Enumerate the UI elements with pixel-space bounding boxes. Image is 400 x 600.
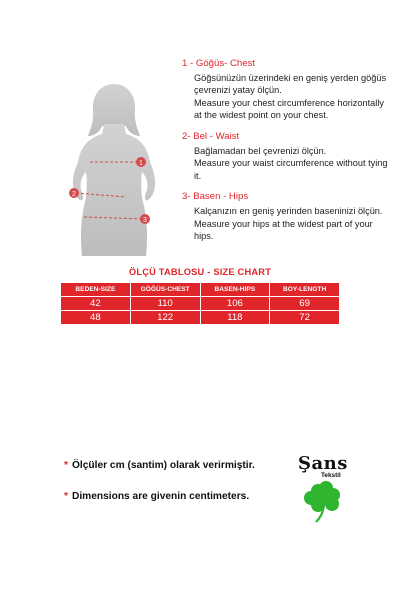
header-hips: BASEN-HIPS <box>200 283 270 297</box>
cell-size: 48 <box>61 311 131 325</box>
cell-hips: 106 <box>200 297 270 311</box>
cell-chest: 122 <box>130 311 200 325</box>
cell-hips: 118 <box>200 311 270 325</box>
note-turkish <box>64 460 255 471</box>
header-size: BEDEN-SIZE <box>61 283 131 297</box>
marker-waist-label: 2 <box>72 191 76 198</box>
section-waist <box>182 131 394 182</box>
brand-subtitle: Tekstil <box>321 472 341 479</box>
note-turkish-text: Ölçüler cm (santim) olarak verirmiştir. <box>71 460 255 471</box>
marker-chest-label: 1 <box>139 160 143 167</box>
cell-length: 72 <box>270 311 340 325</box>
cell-chest: 110 <box>130 297 200 311</box>
measurement-instructions <box>182 58 394 252</box>
instruction-waist-en: Measure your waist circumference without tying it. <box>194 158 388 181</box>
section-chest <box>182 58 394 122</box>
instruction-chest-tr: Göğsünüzün üzerindeki en geniş yerden göğüs çevrenizi yatay ölçün. <box>194 72 387 96</box>
instruction-hips-tr: Kalçanızın en geniş yerinden baseninizi ölçün. <box>194 205 383 216</box>
size-chart-title: ÖLÇÜ TABLOSU - SIZE CHART <box>128 267 272 277</box>
clover-icon <box>302 479 348 523</box>
note-english <box>64 491 249 502</box>
silhouette <box>73 84 155 256</box>
table-row <box>61 311 340 325</box>
cell-length: 69 <box>270 297 340 311</box>
header-length: BOY-LENGTH <box>270 283 340 297</box>
section-title-chest: 1 - Göğüs- Chest <box>182 58 256 69</box>
section-hips <box>182 191 394 242</box>
size-chart-table <box>60 282 340 325</box>
silhouette-torso <box>73 124 155 256</box>
size-chart-header-row <box>61 283 340 297</box>
instruction-chest-en: Measure your chest circumference horizontally at the widest point on your chest. <box>194 97 384 121</box>
section-title-hips: 3- Basen - Hips <box>182 191 249 203</box>
body-silhouette-figure <box>48 70 180 260</box>
brand-logo <box>296 453 356 523</box>
brand-wordmark: Şans <box>298 453 348 474</box>
note-english-text: Dimensions are givenin centimeters. <box>71 491 250 502</box>
instruction-waist-tr: Bağlamadan bel çevrenizi ölçün. <box>194 145 327 156</box>
cell-size: 42 <box>61 297 131 311</box>
section-title-waist: 2- Bel - Waist <box>182 130 240 142</box>
header-chest: GÖĞÜS-CHEST <box>130 283 200 297</box>
table-row <box>61 297 340 311</box>
note-asterisk: * <box>64 491 68 502</box>
instruction-hips-en: Measure your hips at the widest part of your hips. <box>194 218 373 242</box>
note-asterisk: * <box>64 460 68 471</box>
marker-hips-label: 3 <box>143 217 147 224</box>
